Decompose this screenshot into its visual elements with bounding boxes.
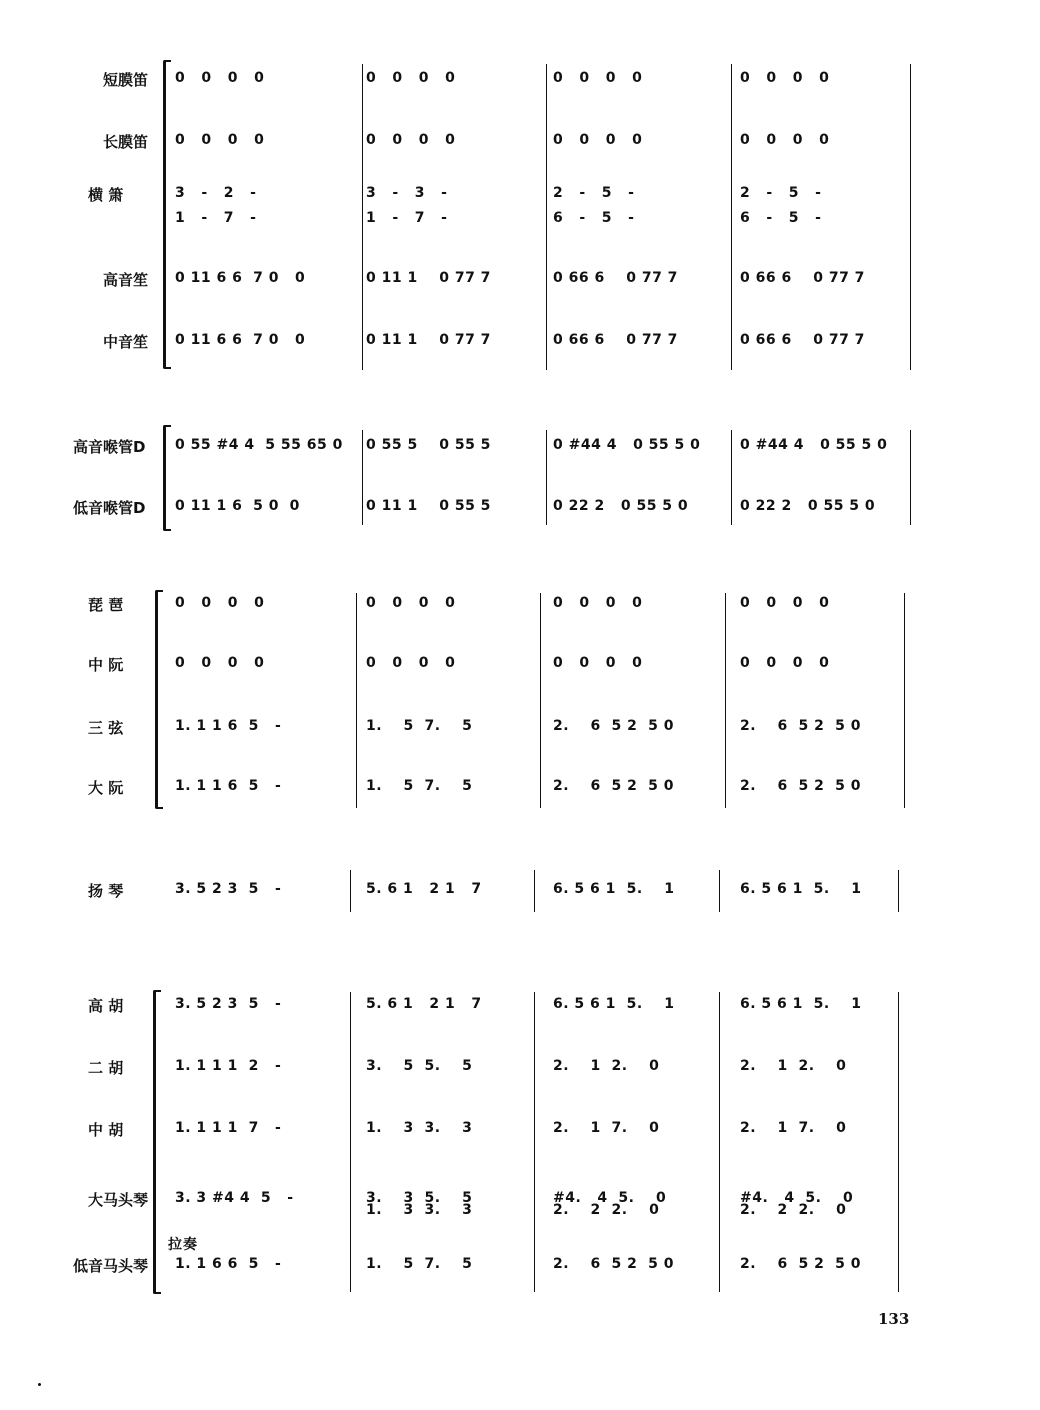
measure: 0 11 1 0 77 7 xyxy=(366,332,491,348)
measure: 2. 2 2. 0 xyxy=(553,1202,660,1218)
section-bracket-bowed xyxy=(153,990,161,1294)
measure: 2. 6 5 2 5 0 xyxy=(740,778,862,794)
barline xyxy=(725,593,726,808)
instrument-label: 长膜笛 xyxy=(103,133,149,151)
measure: 1 - 7 - xyxy=(175,210,257,226)
instrument-label: 扬 琴 xyxy=(88,882,124,900)
barline xyxy=(731,430,732,525)
measure: 0 66 6 0 77 7 xyxy=(740,332,865,348)
measure: 0 0 0 0 xyxy=(553,132,643,148)
measure: 3. 3 #4 4 5 - xyxy=(175,1190,294,1206)
measure: 1. 5 7. 5 xyxy=(366,778,473,794)
instrument-label: 短膜笛 xyxy=(103,71,149,89)
measure: 3 - 2 - xyxy=(175,185,257,201)
instrument-label: 中 胡 xyxy=(88,1121,124,1139)
measure: 0 0 0 0 xyxy=(175,132,265,148)
measure: 0 0 0 0 xyxy=(740,70,830,86)
measure: 2. 6 5 2 5 0 xyxy=(740,718,862,734)
measure: 1. 1 6 6 5 - xyxy=(175,1256,282,1272)
measure: 2. 6 5 2 5 0 xyxy=(553,1256,675,1272)
measure: 0 0 0 0 xyxy=(366,132,456,148)
section-bracket-houguan xyxy=(163,425,171,531)
measure: 0 0 0 0 xyxy=(553,595,643,611)
measure: 0 66 6 0 77 7 xyxy=(740,270,865,286)
instrument-label: 中音笙 xyxy=(103,333,149,351)
barline xyxy=(540,593,541,808)
measure: 6. 5 6 1 5. 1 xyxy=(740,996,862,1012)
measure: 0 11 6 6 7 0 0 xyxy=(175,270,306,286)
barline xyxy=(898,870,899,912)
measure: 2. 1 2. 0 xyxy=(740,1058,847,1074)
measure: 0 11 1 0 77 7 xyxy=(366,270,491,286)
measure: 0 11 6 6 7 0 0 xyxy=(175,332,306,348)
page-number: 133 xyxy=(878,1310,910,1328)
measure: 0 0 0 0 xyxy=(740,655,830,671)
measure: 2. 6 5 2 5 0 xyxy=(553,778,675,794)
barline xyxy=(356,593,357,808)
instrument-label: 大马头琴 xyxy=(88,1191,149,1209)
measure: 2. 6 5 2 5 0 xyxy=(553,718,675,734)
measure: #4. 4 5. 0 xyxy=(740,1190,854,1206)
measure: 1. 3 3. 3 xyxy=(366,1120,473,1136)
measure: 0 0 0 0 xyxy=(175,655,265,671)
measure: 2. 1 7. 0 xyxy=(740,1120,847,1136)
barline xyxy=(719,992,720,1292)
measure: 1. 5 7. 5 xyxy=(366,1256,473,1272)
instrument-label: 横 箫 xyxy=(88,186,124,204)
measure: 0 55 #4 4 5 55 65 0 xyxy=(175,437,343,453)
measure: 3. 5 2 3 5 - xyxy=(175,881,282,897)
stray-dot xyxy=(38,1383,41,1386)
measure: 0 #44 4 0 55 5 0 xyxy=(740,437,888,453)
measure: 1. 1 1 1 7 - xyxy=(175,1120,282,1136)
instrument-label: 低音喉管D xyxy=(73,499,146,517)
measure: 6 - 5 - xyxy=(553,210,635,226)
barline xyxy=(719,870,720,912)
instrument-label: 高 胡 xyxy=(88,997,124,1015)
measure: 2 - 5 - xyxy=(740,185,822,201)
measure: 5. 6 1 2 1 7 xyxy=(366,996,482,1012)
barline xyxy=(904,593,905,808)
measure: 1. 1 1 6 5 - xyxy=(175,778,282,794)
measure: 0 55 5 0 55 5 xyxy=(366,437,491,453)
measure: 0 0 0 0 xyxy=(366,70,456,86)
section-bracket-plucked xyxy=(155,590,163,809)
instrument-label: 三 弦 xyxy=(88,719,124,737)
measure: 3. 5 2 3 5 - xyxy=(175,996,282,1012)
measure: 2 - 5 - xyxy=(553,185,635,201)
barline xyxy=(350,992,351,1292)
measure: 2. 1 7. 0 xyxy=(553,1120,660,1136)
measure: 0 0 0 0 xyxy=(553,70,643,86)
barline xyxy=(350,870,351,912)
measure: 0 66 6 0 77 7 xyxy=(553,332,678,348)
section-bracket-winds xyxy=(163,60,171,369)
measure: 1. 1 1 1 2 - xyxy=(175,1058,282,1074)
instrument-label: 二 胡 xyxy=(88,1059,124,1077)
measure: 6 - 5 - xyxy=(740,210,822,226)
barline xyxy=(910,430,911,525)
measure: 0 0 0 0 xyxy=(740,595,830,611)
instrument-label: 高音笙 xyxy=(103,271,149,289)
measure: 0 0 0 0 xyxy=(175,70,265,86)
measure: 0 22 2 0 55 5 0 xyxy=(740,498,876,514)
measure: #4. 4 5. 0 xyxy=(553,1190,667,1206)
measure: 0 11 1 6 5 0 0 xyxy=(175,498,300,514)
measure: 5. 6 1 2 1 7 xyxy=(366,881,482,897)
performance-note: 拉奏 xyxy=(168,1237,198,1253)
measure: 2. 1 2. 0 xyxy=(553,1058,660,1074)
measure: 2. 6 5 2 5 0 xyxy=(740,1256,862,1272)
barline xyxy=(362,430,363,525)
barline xyxy=(546,64,547,370)
instrument-label: 大 阮 xyxy=(88,779,124,797)
barline xyxy=(546,430,547,525)
measure: 3. 3 5. 5 xyxy=(366,1190,473,1206)
barline xyxy=(898,992,899,1292)
instrument-label: 琵 琶 xyxy=(88,596,124,614)
measure: 0 66 6 0 77 7 xyxy=(553,270,678,286)
instrument-label: 高音喉管D xyxy=(73,438,146,456)
measure: 6. 5 6 1 5. 1 xyxy=(740,881,862,897)
instrument-label: 低音马头琴 xyxy=(73,1257,149,1275)
instrument-label: 中 阮 xyxy=(88,656,124,674)
measure: 0 0 0 0 xyxy=(366,595,456,611)
measure: 0 0 0 0 xyxy=(553,655,643,671)
measure: 0 0 0 0 xyxy=(175,595,265,611)
measure: 3 - 3 - xyxy=(366,185,448,201)
measure: 6. 5 6 1 5. 1 xyxy=(553,881,675,897)
barline xyxy=(534,870,535,912)
measure: 1. 5 7. 5 xyxy=(366,718,473,734)
barline xyxy=(731,64,732,370)
measure: 0 0 0 0 xyxy=(366,655,456,671)
measure: 1 - 7 - xyxy=(366,210,448,226)
measure: 3. 5 5. 5 xyxy=(366,1058,473,1074)
barline xyxy=(362,64,363,370)
measure: 0 #44 4 0 55 5 0 xyxy=(553,437,701,453)
measure: 1. 1 1 6 5 - xyxy=(175,718,282,734)
measure: 0 22 2 0 55 5 0 xyxy=(553,498,689,514)
barline xyxy=(534,992,535,1292)
measure: 2. 2 2. 0 xyxy=(740,1202,847,1218)
measure: 6. 5 6 1 5. 1 xyxy=(553,996,675,1012)
barline xyxy=(910,64,911,370)
measure: 0 11 1 0 55 5 xyxy=(366,498,491,514)
measure: 0 0 0 0 xyxy=(740,132,830,148)
measure: 1. 3 3. 3 xyxy=(366,1202,473,1218)
